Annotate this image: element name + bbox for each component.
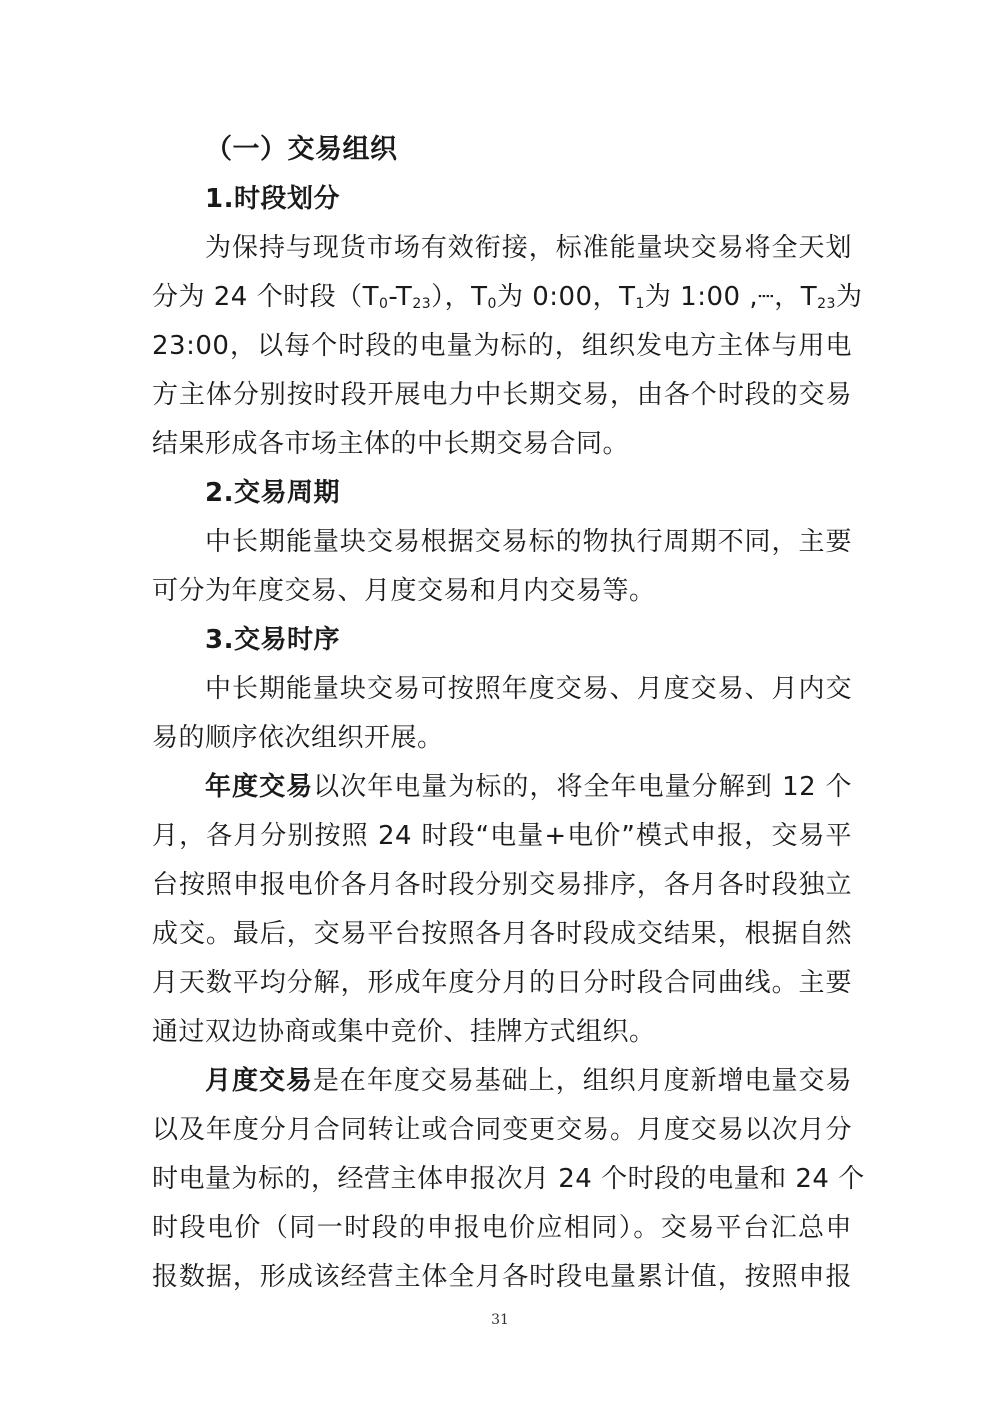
paragraph-line: 结果形成各市场主体的中长期交易合同。	[152, 429, 630, 459]
subsection-heading-1: 1.时段划分	[205, 184, 340, 214]
paragraph-line: 月，各月分别按照 24 时段“电量+电价”模式申报，交易平	[152, 821, 852, 851]
paragraph-line: 时电量为标的，经营主体申报次月 24 个时段的电量和 24 个	[152, 1164, 865, 1194]
keyword-annual: 年度交易	[205, 772, 314, 802]
section-title: （一）交易组织	[205, 134, 398, 165]
paragraph-line: 报数据，形成该经营主体全月各时段电量累计值，按照申报	[152, 1262, 852, 1292]
paragraph-line-annual: 年度交易以次年电量为标的，将全年电量分解到 12 个	[205, 772, 852, 802]
paragraph-line: 23:00，以每个时段的电量为标的，组织发电方主体与用电	[152, 331, 852, 361]
paragraph-line: 易的顺序依次组织开展。	[152, 723, 444, 753]
paragraph-line-monthly: 月度交易是在年度交易基础上，组织月度新增电量交易	[205, 1066, 852, 1096]
subsection-heading-2: 2.交易周期	[205, 478, 340, 508]
page-number: 31	[491, 1312, 509, 1328]
paragraph-line: 月天数平均分解，形成年度分月的日分时段合同曲线。主要	[152, 968, 852, 998]
subsection-heading-3: 3.交易时序	[205, 625, 340, 655]
paragraph-line: 可分为年度交易、月度交易和月内交易等。	[152, 576, 656, 606]
paragraph-line: 中长期能量块交易根据交易标的物执行周期不同，主要	[205, 527, 852, 557]
paragraph-line: 台按照申报电价各月各时段分别交易排序，各月各时段独立	[152, 870, 852, 900]
paragraph-line: 以及年度分月合同转让或合同变更交易。月度交易以次月分	[152, 1115, 852, 1145]
paragraph-line: 成交。最后，交易平台按照各月各时段成交结果，根据自然	[152, 919, 852, 949]
paragraph-line: 方主体分别按时段开展电力中长期交易，由各个时段的交易	[152, 380, 852, 410]
paragraph-line: 中长期能量块交易可按照年度交易、月度交易、月内交	[205, 674, 852, 704]
paragraph-line: 时段电价（同一时段的申报电价应相同）。交易平台汇总申	[152, 1213, 852, 1243]
paragraph-line: 通过双边协商或集中竞价、挂牌方式组织。	[152, 1017, 656, 1047]
paragraph-line-with-subscripts: 分为 24 个时段$(T_0-T_{23})$，$T_0$为 0:00，$T_1$为 1:00 ,┈，$T_{23}$为	[152, 282, 863, 312]
keyword-monthly: 月度交易	[205, 1066, 313, 1096]
paragraph-line: 为保持与现货市场有效衔接，标准能量块交易将全天划	[205, 233, 852, 263]
